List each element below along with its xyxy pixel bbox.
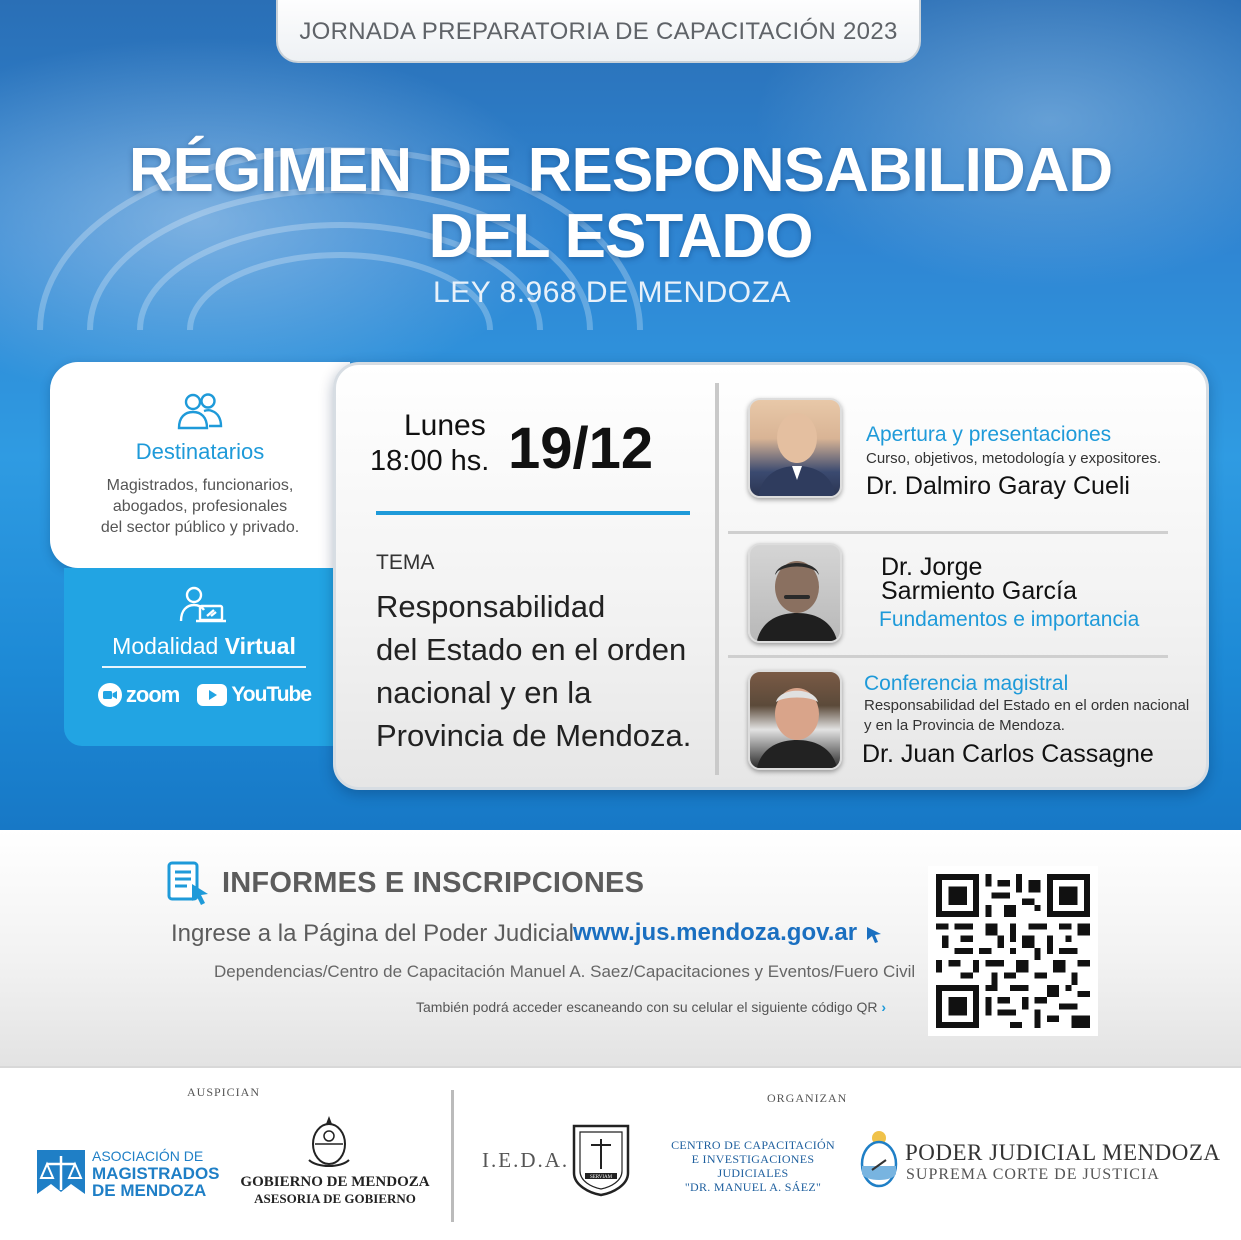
speaker1-detail: Curso, objetivos, metodología y expositores. [866, 450, 1162, 467]
speaker3-role: Conferencia magistral [864, 672, 1069, 695]
event-time: 18:00 hs. [370, 445, 490, 477]
ieda-shield-icon [571, 1123, 631, 1197]
speaker1-name: Dr. Dalmiro Garay Cueli [866, 472, 1130, 500]
qr-note: También podrá acceder escaneando con su celular el siguiente código QR › [416, 999, 887, 1015]
person-silhouette-icon [750, 400, 842, 498]
organizers-label: ORGANIZAN [767, 1091, 848, 1105]
supreme-court-name: SUPREMA CORTE DE JUSTICIA [906, 1166, 1160, 1183]
sponsors-footer [0, 1066, 1241, 1240]
page-title [0, 138, 1241, 270]
speaker2-name-line2: Sarmiento García [881, 577, 1077, 605]
document-pointer-icon [166, 860, 212, 906]
date-underline [376, 511, 690, 515]
cursor-icon [864, 924, 884, 944]
speaker-photo-sarmiento-garcia [748, 543, 842, 643]
person-silhouette-icon [750, 672, 842, 770]
speaker2-role: Fundamentos e importancia [879, 608, 1140, 631]
magistrates-association-logo-icon [37, 1150, 85, 1200]
chevron-right-icon: › [881, 999, 887, 1015]
platform-logos [64, 682, 344, 708]
judicial-branch-name: PODER JUDICIAL MENDOZA [905, 1140, 1221, 1165]
speaker3-detail-line1: Responsabilidad del Estado en el orden nacional [864, 697, 1190, 714]
audience-card [50, 362, 350, 568]
person-silhouette-icon [750, 545, 842, 643]
laptop-user-icon [178, 586, 230, 624]
audience-title: Destinatarios [135, 439, 265, 464]
speaker3-detail-line2: y en la Provincia de Mendoza. [864, 717, 1065, 734]
modality-divider [102, 666, 306, 668]
ieda-logo-text: I.E.D.A. [482, 1148, 570, 1172]
speaker-divider-1 [728, 531, 1168, 534]
topic-text: Responsabilidad del Estado en el orden nacional y en la Provincia de Mendoza. [376, 589, 692, 753]
page-subtitle: LEY 8.968 DE MENDOZA [433, 276, 791, 309]
title-line-2: DEL ESTADO [428, 202, 813, 271]
youtube-play-icon [197, 684, 227, 706]
mendoza-government-logo: GOBIERNO DE MENDOZA ASESORIA DE GOBIERNO [240, 1174, 430, 1206]
audience-description: Magistrados, funcionarios, abogados, profesionales del sector público y privado. [100, 477, 300, 536]
users-icon [176, 392, 224, 430]
zoom-camera-icon [97, 682, 123, 708]
title-line-1: RÉGIMEN DE RESPONSABILIDAD [128, 136, 1113, 205]
speaker1-role: Apertura y presentaciones [866, 423, 1112, 446]
modality-label: Modalidad Virtual [112, 633, 296, 659]
registration-info-section [0, 830, 1241, 1066]
qr-code[interactable] [928, 866, 1098, 1036]
speaker3-name: Dr. Juan Carlos Cassagne [862, 740, 1154, 768]
speaker2-name-line1: Dr. Jorge [881, 553, 983, 581]
topic-label: TEMA [376, 551, 435, 574]
speaker-divider-2 [728, 655, 1168, 658]
magistrates-association-logo: ASOCIACIÓN DE MAGISTRADOS DE MENDOZA [92, 1148, 220, 1200]
navigation-path: Dependencias/Centro de Capacitación Manuel A. Saez/Capacitaciones y Eventos/Fuero Civil [214, 962, 916, 981]
training-center-logo: CENTRO DE CAPACITACIÓN E INVESTIGACIONES JUDICIALES "DR. MANUEL A. SÁEZ" [671, 1138, 835, 1194]
footer-divider [451, 1090, 454, 1222]
info-instruction: Ingrese a la Página del Poder Judicial [171, 920, 574, 947]
youtube-logo: YouTube [197, 683, 311, 707]
argentina-coat-of-arms-icon [858, 1128, 900, 1190]
vertical-divider [715, 383, 719, 775]
speaker-photo-garay-cueli [748, 398, 842, 498]
event-series-tab: JORNADA PREPARATORIA DE CAPACITACIÓN 2023 [276, 0, 921, 63]
qr-code-graphic [936, 874, 1090, 1028]
event-day: Lunes [404, 409, 486, 442]
event-date: 19/12 [508, 416, 654, 481]
seal-motto: SERVIAM [589, 1175, 613, 1180]
sponsors-label: AUSPICIAN [187, 1085, 261, 1099]
modality-card [64, 568, 344, 746]
website-link[interactable]: www.jus.mendoza.gov.ar [573, 919, 884, 947]
speaker-photo-cassagne [748, 670, 842, 770]
event-details-card [333, 362, 1209, 790]
mendoza-coat-of-arms-icon [305, 1114, 353, 1170]
info-title: INFORMES E INSCRIPCIONES [222, 867, 645, 899]
zoom-logo: zoom [97, 682, 179, 708]
